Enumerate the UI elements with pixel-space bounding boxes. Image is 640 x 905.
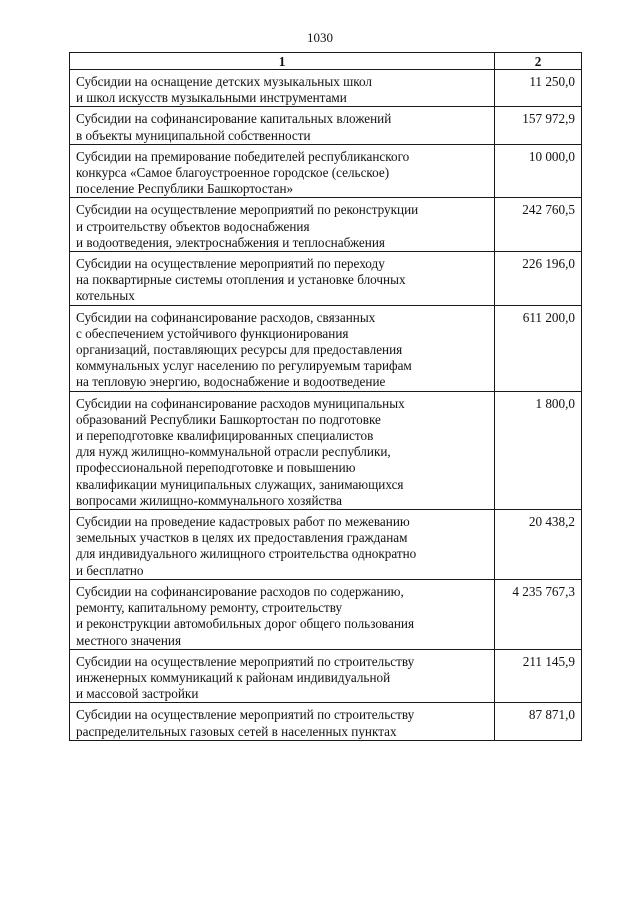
row-description: Субсидии на осуществление мероприятий по строительству инженерных коммуникаций к районам индивидуальной и массовой застройки <box>70 649 495 703</box>
table-row <box>70 252 582 306</box>
row-description: Субсидии на осуществление мероприятий по строительству распределительных газовых сетей в населенных пунктах <box>70 703 495 740</box>
row-description: Субсидии на осуществление мероприятий по реконструкции и строительству объектов водоснабжения и водоотведения, электроснабжения и теплоснабжения <box>70 198 495 252</box>
row-description: Субсидии на осуществление мероприятий по переходу на поквартирные системы отопления и установке блочных котельных <box>70 252 495 306</box>
row-description: Субсидии на софинансирование капитальных вложений в объекты муниципальной собственности <box>70 107 495 144</box>
row-description: Субсидии на софинансирование расходов муниципальных образований Республики Башкортостан по подготовке и переподготовке квалифицированных специалистов для нужд жилищно-коммунальной отрасли республики, профессиональной переподготовке и повышению квалификации муниципальных служащих, занимающихся вопросами жилищно-коммунального хозяйства <box>70 391 495 509</box>
row-value: 4 235 767,3 <box>495 579 582 649</box>
table-row <box>70 144 582 198</box>
row-description: Субсидии на проведение кадастровых работ по межеванию земельных участков в целях их предоставления гражданам для индивидуального жилищного строительства однократно и бесплатно <box>70 510 495 580</box>
row-value: 1 800,0 <box>495 391 582 509</box>
column-header-2: 2 <box>495 53 582 70</box>
row-value: 242 760,5 <box>495 198 582 252</box>
row-description: Субсидии на премирование победителей республиканского конкурса «Самое благоустроенное городское (сельское) поселение Республики Башкортостан» <box>70 144 495 198</box>
table-row <box>70 198 582 252</box>
row-value: 211 145,9 <box>495 649 582 703</box>
table-row <box>70 107 582 144</box>
column-header-1: 1 <box>70 53 495 70</box>
table-row <box>70 649 582 703</box>
page-number: 1030 <box>307 30 333 45</box>
table-row <box>70 703 582 740</box>
row-value: 11 250,0 <box>495 70 582 107</box>
subsidies-table <box>69 52 582 741</box>
row-description: Субсидии на оснащение детских музыкальных школ и школ искусств музыкальными инструментами <box>70 70 495 107</box>
row-description: Субсидии на софинансирование расходов по содержанию, ремонту, капитальному ремонту, строительству и реконструкции автомобильных дорог общего пользования местного значения <box>70 579 495 649</box>
table-row <box>70 305 582 391</box>
row-value: 87 871,0 <box>495 703 582 740</box>
table-row <box>70 70 582 107</box>
table-row <box>70 579 582 649</box>
table-header-row <box>70 53 582 70</box>
row-value: 157 972,9 <box>495 107 582 144</box>
row-value: 611 200,0 <box>495 305 582 391</box>
table-row <box>70 510 582 580</box>
row-value: 226 196,0 <box>495 252 582 306</box>
row-value: 20 438,2 <box>495 510 582 580</box>
row-description: Субсидии на софинансирование расходов, связанных с обеспечением устойчивого функционирования организаций, поставляющих ресурсы для предоставления коммунальных услуг населению по регулируемым тарифам на тепловую энергию, водоснабжение и водоотведение <box>70 305 495 391</box>
row-value: 10 000,0 <box>495 144 582 198</box>
table-row <box>70 391 582 509</box>
